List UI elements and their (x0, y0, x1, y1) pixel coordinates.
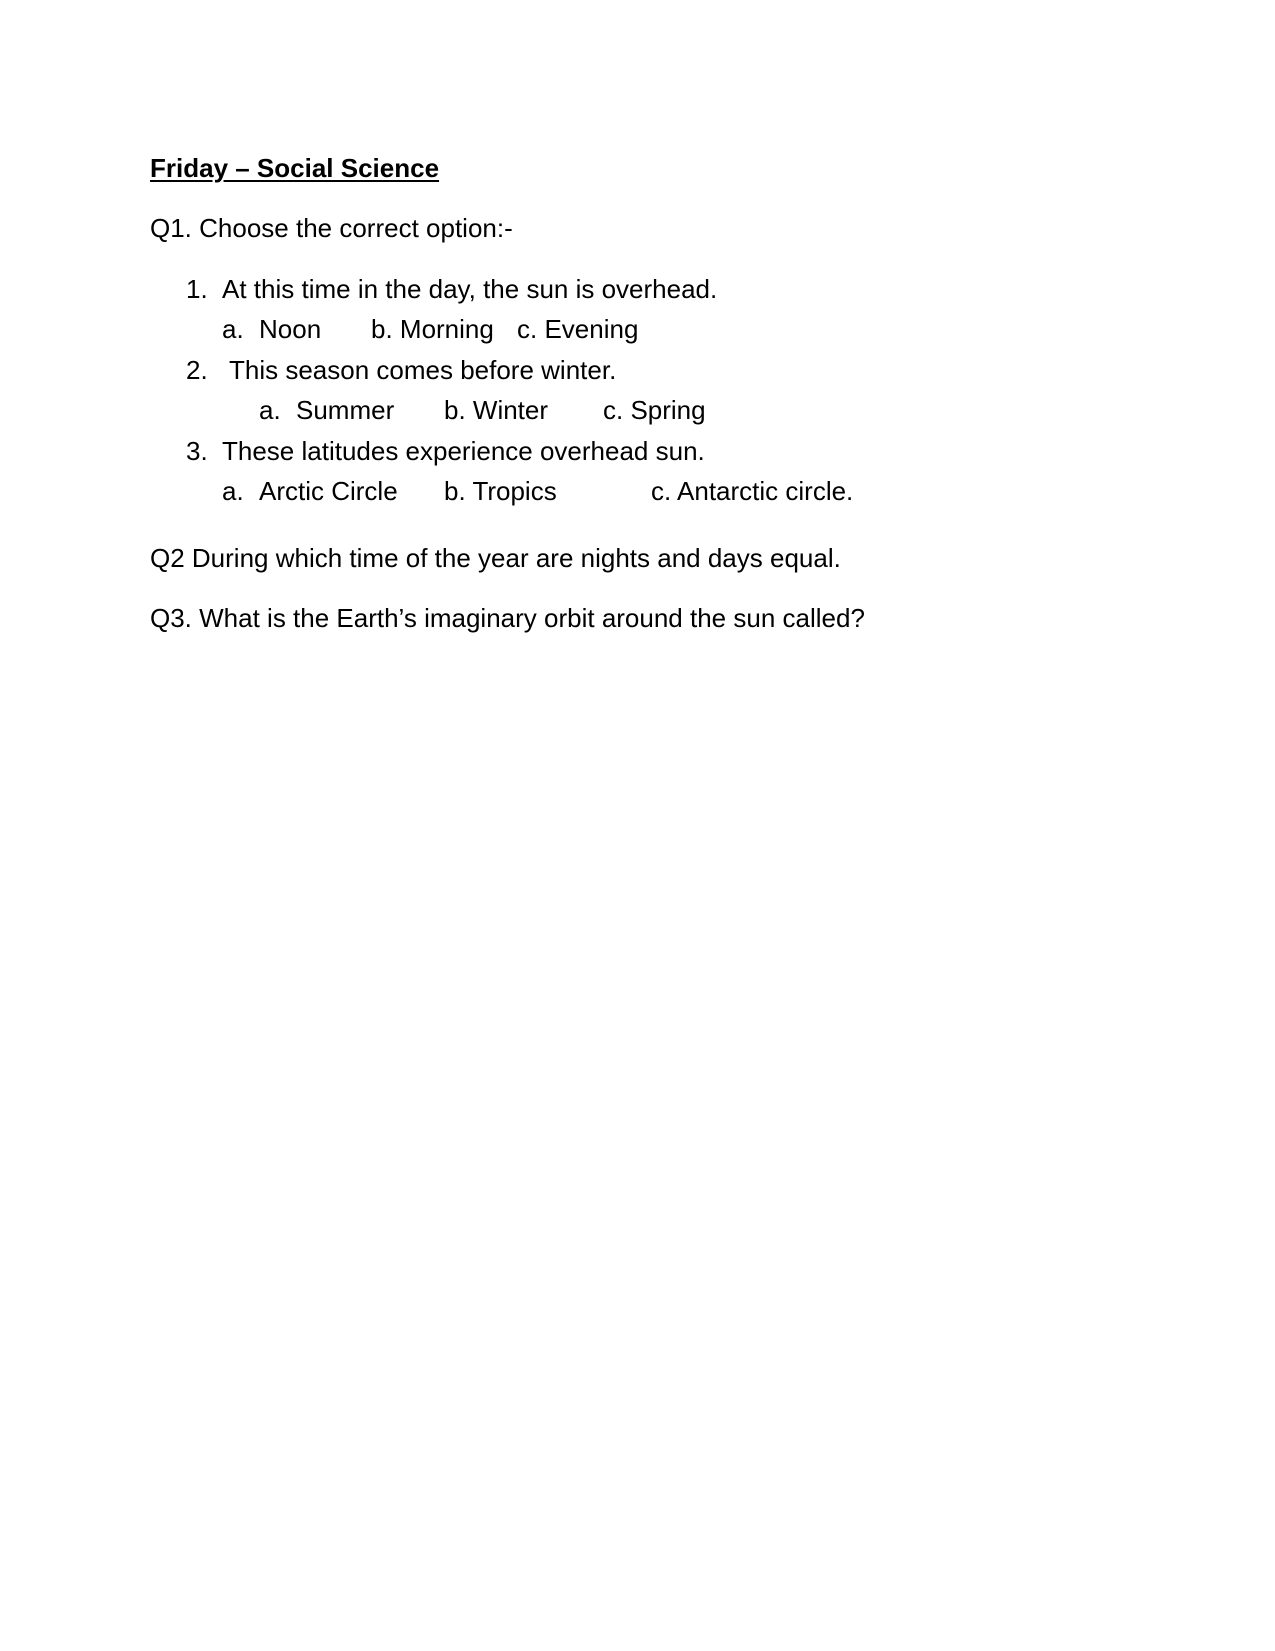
option-c: c. Evening (517, 314, 639, 344)
item-number: 2. (186, 355, 208, 385)
option-c: c. Spring (603, 395, 706, 425)
item-text: This season comes before winter. (229, 355, 617, 385)
option-a: Arctic Circle (259, 476, 398, 506)
question-1-prompt: Q1. Choose the correct option:- (150, 213, 513, 243)
question-3: Q3. What is the Earth’s imaginary orbit around the sun called? (150, 603, 865, 633)
option-a: Summer (296, 395, 395, 425)
item-text: At this time in the day, the sun is overhead. (222, 274, 718, 304)
item-text: These latitudes experience overhead sun. (222, 436, 705, 466)
option-b: b. Tropics (444, 476, 557, 506)
question-2: Q2 During which time of the year are nights and days equal. (150, 543, 841, 573)
item-number: 3. (186, 436, 208, 466)
page-title: Friday – Social Science (150, 153, 440, 183)
option-c: c. Antarctic circle. (651, 476, 854, 506)
option-a: Noon (259, 314, 322, 344)
option-b: b. Winter (444, 395, 549, 425)
option-b: b. Morning (371, 314, 494, 344)
option-letter: a. (259, 395, 281, 425)
option-letter: a. (222, 476, 244, 506)
item-number: 1. (186, 274, 208, 304)
option-letter: a. (222, 314, 244, 344)
